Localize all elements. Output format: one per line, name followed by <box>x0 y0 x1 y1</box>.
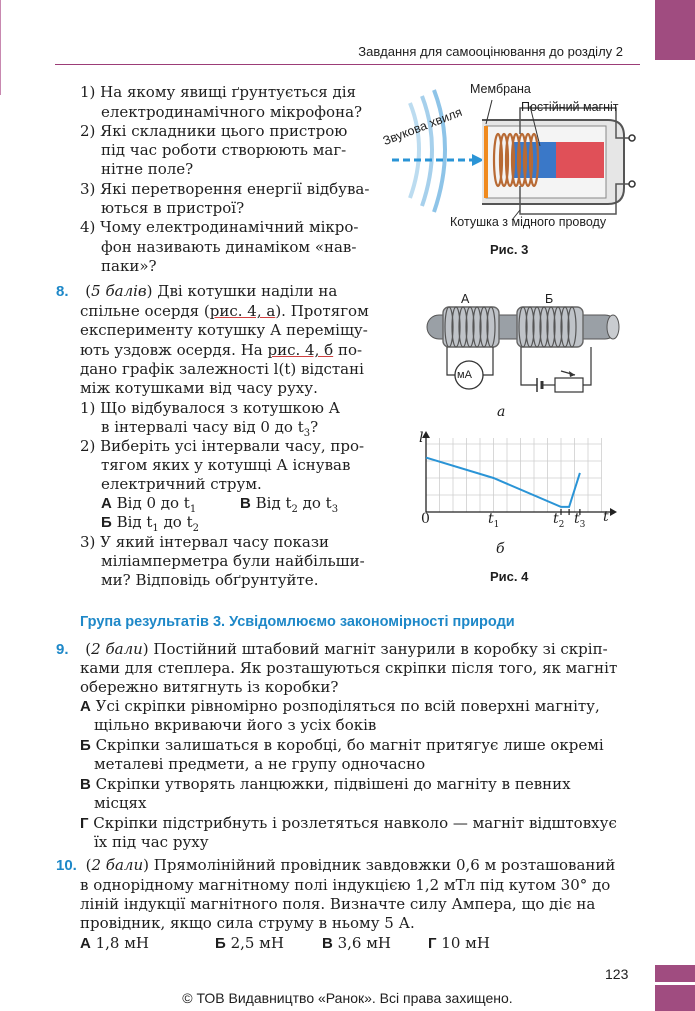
q10-line-2: в однорідному магнітному полі індукцією 1,2 мТл під кутом 30° до <box>80 876 611 894</box>
q8-sub2-line-3: електричний струм. <box>101 475 262 493</box>
q9-option-g-line-2: їх під час руху <box>94 833 209 851</box>
series-line-l-of-t <box>426 458 580 507</box>
q7-item-3-line-2: ються в пристрої? <box>101 199 245 217</box>
option-letter: В <box>240 495 251 512</box>
q7-item-4-line-2: фон називають динаміком «нав- <box>101 238 357 256</box>
figure-4b-graph <box>410 430 620 530</box>
option-text: Скріпки залишаться в коробці, бо магніт притягує лише окремі <box>95 736 604 754</box>
figure-4a-coils <box>425 295 625 400</box>
option-text: 1,8 мН <box>95 934 149 952</box>
q10-answer-a[interactable] <box>80 934 149 953</box>
q9-points: 2 бали <box>91 640 143 658</box>
q9-line-2: ками для степлера. Як розташуються скріпки після того, як магніт <box>80 659 618 677</box>
q10-answer-g[interactable] <box>428 934 490 953</box>
q10-number: 10. <box>56 857 77 874</box>
label-permanent-magnet: Постійний магніт <box>521 100 619 114</box>
option-letter: Б <box>215 935 226 952</box>
q8-line-4 <box>80 341 362 360</box>
q10-line-4: провідник, якщо сила струму в ньому 5 А. <box>80 914 415 932</box>
option-letter: Г <box>80 815 89 832</box>
q9-option-a-line-2: щільно вкриваючи його з усіх боків <box>94 716 377 734</box>
figure-4a-label: а <box>497 404 506 420</box>
q8-line-2 <box>80 302 369 321</box>
group-3-title: Група результатів 3. Усвідомлюємо закономірності природи <box>80 614 515 630</box>
option-text: Усі скріпки рівномірно розподіляться по всій поверхні магніту, <box>95 697 600 715</box>
coil-b-label: Б <box>545 292 554 306</box>
option-text: Скріпки підстрибнуть і розлетяться навколо — магніт відштовхує <box>93 814 617 832</box>
terminal <box>629 135 635 141</box>
option-letter: В <box>80 776 91 793</box>
q7-item-2-line-3: нітне поле? <box>101 160 194 178</box>
circuit-b-wire <box>583 347 591 385</box>
q9-line-1: 9. (2 бали) Постійний штабовий магніт занурили в коробку зі скріп- <box>56 640 608 658</box>
sound-wave-arc <box>422 96 432 206</box>
q8-line-6: між котушками від часу руху. <box>80 379 318 397</box>
q8-text-2: спільне осердя ( <box>80 302 210 320</box>
q8-sub3-line-3: ми? Відповідь обґрунтуйте. <box>101 571 319 589</box>
q9-option-b-line-2: металеві предмети, а не групу одночасно <box>94 755 426 773</box>
tick-subscript: 3 <box>579 519 586 530</box>
option-text: Від 0 до t <box>116 494 190 512</box>
q7-item-4-line-1: 4) Чому електродинамічний мікро- <box>80 218 359 236</box>
q8-sub1-text: в інтервалі часу від 0 до t <box>101 418 304 436</box>
q10-line-1: 10. (2 бали) Прямолінійний провідник завдовжки 0,6 м розташований <box>56 856 616 874</box>
q9-line-3: обережно витягнуть із коробки? <box>80 678 339 696</box>
option-letter: Б <box>101 514 112 531</box>
option-subscript: 1 <box>189 504 197 515</box>
q8-points: 5 балів <box>91 282 147 300</box>
q8-text-5: ють уздовж осердя. На <box>80 341 268 359</box>
tick-subscript: 2 <box>558 519 565 530</box>
q9-option-v[interactable] <box>80 775 571 794</box>
page-edge-line <box>0 0 1 95</box>
q7-item-2-line-2: під час роботи створюють маг- <box>101 141 347 159</box>
q8-text-3: ). Протягом <box>275 302 369 320</box>
option-subscript: 2 <box>291 504 298 515</box>
q9-number: 9. <box>56 641 69 658</box>
option-text: до t <box>297 494 332 512</box>
q8-text-1: Дві котушки наділи на <box>157 282 338 300</box>
q8-line-3: експерименту котушку А переміщу- <box>80 321 368 339</box>
core-end <box>607 315 619 339</box>
option-text: Від t <box>255 494 292 512</box>
running-header: Завдання для самооцінювання до розділу 2 <box>358 44 623 59</box>
option-text: 2,5 мН <box>230 934 284 952</box>
q9-option-g[interactable] <box>80 814 617 833</box>
q7-item-4-line-3: паки»? <box>101 257 157 275</box>
q9-option-a[interactable] <box>80 697 600 716</box>
tick-subscript: 1 <box>493 519 500 530</box>
q7-item-2-line-1: 2) Які складники цього пристрою <box>80 122 348 140</box>
q9-option-b[interactable] <box>80 736 604 755</box>
q10-answer-b[interactable] <box>215 934 284 953</box>
milliammeter-label: мА <box>457 369 472 381</box>
q10-line-3: ліній індукції магнітного поля. Визначте силу Ампера, що діє на <box>80 895 596 913</box>
terminal <box>629 181 635 187</box>
tick-label-t2 <box>553 511 564 530</box>
q8-sub2-line-2: тягом яких у котушці А існував <box>101 456 351 474</box>
tick-t: t <box>553 511 559 527</box>
label-copper-coil: Котушка з мідного проводу <box>450 215 607 229</box>
label-membrane: Мембрана <box>470 82 531 96</box>
option-letter: Б <box>80 737 91 754</box>
rheostat-arrow <box>569 371 575 377</box>
magnet-red-pole <box>556 142 604 178</box>
q8-sub1-line-1: 1) Що відбувалося з котушкою А <box>80 399 341 417</box>
tick-t: t <box>574 511 580 527</box>
q9-option-v-line-2: місцях <box>94 794 147 812</box>
q7-item-3-line-1: 3) Які перетворення енергії відбува- <box>80 180 370 198</box>
option-letter: В <box>322 935 333 952</box>
graph-grid <box>426 438 602 512</box>
sound-wave-arc <box>434 90 445 212</box>
circuit-b-wire <box>521 347 537 385</box>
q10-text-1: Прямолінійний провідник завдовжки 0,6 м розташований <box>153 856 616 874</box>
page-number: 123 <box>605 966 629 982</box>
q7-item-1-line-2: електродинамічного мікрофона? <box>101 103 363 121</box>
figure-4-caption: Рис. 4 <box>490 569 529 584</box>
tick-label-zero: 0 <box>421 511 430 527</box>
option-letter: А <box>80 698 91 715</box>
tick-label-t1 <box>488 511 499 530</box>
tick-t: t <box>488 511 494 527</box>
chapter-tab-top <box>655 0 695 60</box>
label-sound-wave: Звукова хвиля <box>380 104 465 148</box>
option-letter: А <box>101 495 112 512</box>
option-subscript: 1 <box>152 523 159 534</box>
q8-ref-fig4a[interactable]: рис. 4, а <box>209 302 276 320</box>
membrane <box>484 126 488 198</box>
figure-4b-label: б <box>496 541 505 557</box>
q10-answer-v[interactable] <box>322 934 391 953</box>
option-text: Скріпки утворять ланцюжки, підвішені до магніту в певних <box>95 775 571 793</box>
circuit-a-wire <box>447 347 455 375</box>
rheostat <box>555 378 583 392</box>
option-text: Від t <box>116 513 153 531</box>
option-subscript: 2 <box>192 523 200 534</box>
q8-sub2-line-1: 2) Виберіть усі інтервали часу, про- <box>80 437 365 455</box>
copyright-footer: © ТОВ Видавництво «Ранок». Всі права захищено. <box>182 990 513 1006</box>
y-axis-label: l <box>419 430 424 446</box>
sound-wave-arc <box>410 103 419 198</box>
q7-item-1-line-1: 1) На якому явищі ґрунтується дія <box>80 83 356 101</box>
option-subscript: 3 <box>331 504 339 515</box>
q10-points: 2 бали <box>91 856 144 874</box>
q8-text-6: по- <box>333 341 363 359</box>
chapter-tab-bottom <box>655 965 695 982</box>
q8-sub1-end: ? <box>310 418 319 436</box>
q9-text-1: Постійний штабовий магніт занурили в коробку зі скріп- <box>153 640 608 658</box>
option-text: 3,6 мН <box>337 934 391 952</box>
q8-sub3-line-2: міліамперметра були найбільши- <box>101 552 365 570</box>
q8-option-v[interactable] <box>240 494 338 519</box>
q8-sub3-line-1: 3) У який інтервал часу покази <box>80 533 330 551</box>
q8-number: 8. <box>56 283 69 300</box>
header-rule <box>55 64 640 65</box>
option-letter: Г <box>428 935 437 952</box>
option-letter: А <box>80 935 91 952</box>
q8-line-5: дано графік залежності l(t) відстані <box>80 360 364 378</box>
q8-line-1: 8. (5 балів) Дві котушки наділи на <box>56 282 338 300</box>
option-text: до t <box>158 513 193 531</box>
q8-sub1-subscript: 3 <box>303 428 311 439</box>
coil-a-label: А <box>461 292 470 306</box>
tick-label-t3 <box>574 511 585 530</box>
x-axis-arrow <box>610 508 617 516</box>
circuit-a-wire <box>483 347 493 375</box>
option-text: 10 мН <box>441 934 490 952</box>
figure-3-caption: Рис. 3 <box>490 242 529 257</box>
q8-ref-fig4b[interactable]: рис. 4, б <box>267 341 334 359</box>
x-axis-label: t <box>603 509 609 525</box>
